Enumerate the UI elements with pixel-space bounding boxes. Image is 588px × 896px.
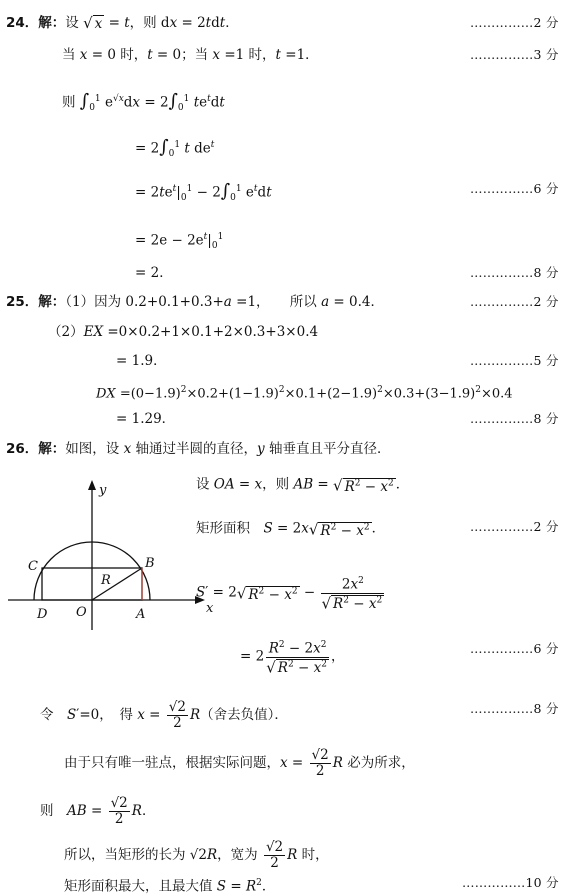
q26-heading: 26．解： [6,441,66,457]
q25-score-5: ……………8 分 [470,411,559,426]
q26-line6: 令 S′=0， 得 x = $\frac{√2}{2}$ R（舍去负值）． [40,699,288,731]
q24-line1: 24．解：设 √ x = t，则 dx = 2tdt． [6,14,239,32]
q24-score-2: ……………3 分 [470,47,559,62]
q25-line5: = 1.29． [116,411,176,427]
q25-heading: 25．解： [6,294,66,310]
q26-line8: 则 AB = $\frac{√2}{2}$ R． [40,795,156,827]
semicircle-figure [0,470,225,640]
y-axis-arrow [88,480,96,490]
label-A: A [136,607,146,622]
q24-score-7: ……………8 分 [470,265,559,280]
q25-line3: = 1.9． [116,353,167,369]
q26-score-6: ……………8 分 [470,701,559,716]
q26-line5: = 2 $\frac{R^2 - 2x^2}{√ R^2 - x^2}$ ， [240,640,345,676]
q25-score-3: ……………5 分 [470,353,559,368]
q26-line1: 26．解：如图，设 x 轴通过半圆的直径，y 轴垂直且平分直径． [6,441,391,457]
label-B: B [145,556,155,571]
q24-line2: 当 x = 0 时，t = 0；当 x =1 时，t =1． [62,47,319,63]
q24-line5: = $2te^t|_0^1 - 2\int_0^1$ $e^tdt$ [135,180,272,204]
label-y: y [99,483,107,498]
q26-score-5: ……………6 分 [470,641,559,656]
q24-heading: 24．解： [6,15,66,31]
q24-line7: = 2． [135,265,173,281]
q24-line3: 则 $\int_0^1$ $e^{√x}dx = 2\int_0^1$ $te^tdt$ [62,90,225,114]
q26-line2: 设 OA = x，则 AB = √ $R^2 - x^2$ ． [196,476,410,495]
q24-score-5: ……………6 分 [470,181,559,196]
q26-line10: 矩形面积最大，且最大值 $S = R^2$． [64,878,276,895]
q25-line1: 25．解：（1）因为 0.2+0.1+0.3+a =1， 所以 a = 0.4． [6,294,385,310]
q26-line3: 矩形面积 S = 2x√ $R^2 - x^2$ ． [196,520,386,539]
q26-score-3: ……………2 分 [470,519,559,534]
q26-score-10: ……………10 分 [462,875,559,890]
q25-line4: DX $=(0-1.9)^2\times 0.2+(1-1.9)^2\times 0.1+(2-1.9)^2\times 0.3+(3-1.9)^2\times 0.4$ [96,385,513,402]
label-C: C [28,559,38,574]
q24-line4: = $2\int_0^1$ t $de^t$ [135,136,215,160]
q24-line6: = $2e - 2e^t|_0^1$ [135,232,224,252]
label-R: R [101,573,111,588]
q26-line7: 由于只有唯一驻点，根据实际问题，x = $\frac{√2}{2}$ R 必为所求， [64,747,415,779]
label-D: D [37,607,48,622]
q25-score-1: ……………2 分 [470,294,559,309]
label-O: O [76,605,87,620]
q25-line2: （2）EX =0×0.2+1×0.1+2×0.3+3×0.4 [48,324,319,340]
q26-line4: S′ = 2√ $R^2 - x^2$ − $\frac{2x^2}{√ R^2 - x^2}$ [196,576,383,612]
radius-segment [92,568,142,600]
q26-line9: 所以，当矩形的长为 √2R，宽为 $\frac{√2}{2}$ R 时， [64,839,329,871]
q24-score-1: ……………2 分 [470,15,559,30]
label-x: x [206,601,214,616]
